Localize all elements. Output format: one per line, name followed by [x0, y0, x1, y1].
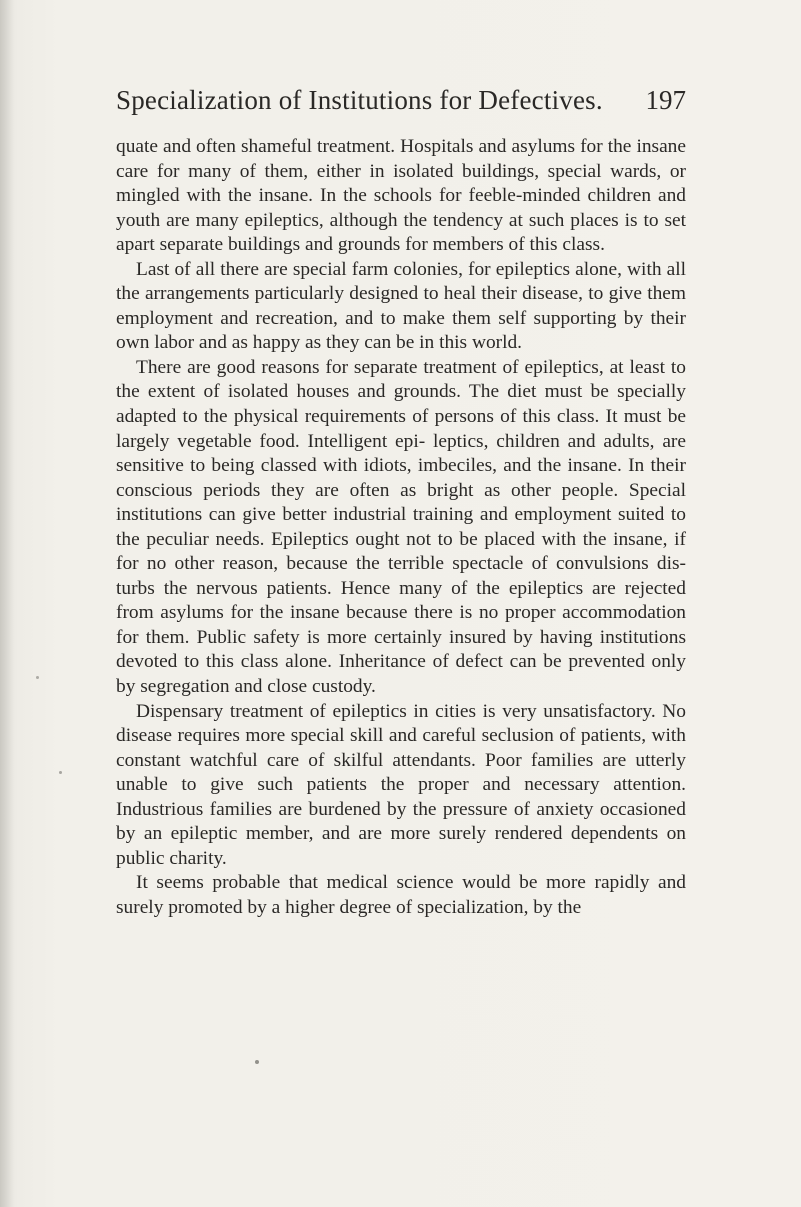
running-header: [116, 78, 686, 122]
binding-gutter-shadow: [0, 0, 14, 1207]
paragraph-dispensary-treatment: Dispensary treatment of epileptics in cities is very unsatisfactory. No disease requires more special skill and careful seclusion of patients, with constant watchful care of skilful attendants. Poor families are utterly unable to give such patients the proper and necessary attention. Industrious families are burdened by the pressure of anxiety occasioned by an epileptic member, and are more surely rendered dependents on public charity.: [116, 700, 686, 869]
paragraph-medical-science: It seems probable that medical science would be more rapidly and surely promoted by a higher degree of specialization, by the: [116, 872, 686, 918]
paragraph-separate-treatment: There are good reasons for separate treatment of epileptics, at least to the extent of isolated houses and grounds. The diet must be specially adapted to the physical requirements of persons of this class. It must be largely vegetable food. Intelligent epi- leptics, children and adults, are sensitive to being classed with idiots, imbeciles, and the insane. In their conscious periods they are often as bright as other people. Special institutions can give better industrial training and employment suited to the peculiar needs. Epileptics ought not to be placed with the insane, if for no other reason, because the terrible spectacle of convulsions dis- turbs the nervous patients. Hence many of the epileptics are rejected from asylums for the insane because there is no proper accommodation for them. Public safety is more certainly insured by having institutions devoted to this class alone. Inheritance of defect can be prevented only by segregation and close custody.: [116, 356, 686, 698]
running-title: Specialization of Institutions for Defectives.: [116, 85, 603, 115]
body-text: [116, 135, 686, 921]
paper-speck: [255, 1060, 259, 1064]
paper-speck: [36, 676, 39, 679]
paper-speck: [59, 771, 62, 774]
page-number: 197: [645, 85, 686, 115]
paragraph-continuation: quate and often shameful treatment. Hospitals and asylums for the insane care for many of them, either in isolated buildings, special wards, or mingled with the insane. In the schools for feeble-minded children and youth are many epileptics, although the tendency at such places is to set apart separate buildings and grounds for members of this class.: [116, 136, 686, 256]
paragraph-farm-colonies: Last of all there are special farm colonies, for epileptics alone, with all the arrangements particularly designed to heal their disease, to give them employment and recreation, and to make them self supporting by their own labor and as happy as they can be in this world.: [116, 258, 686, 354]
